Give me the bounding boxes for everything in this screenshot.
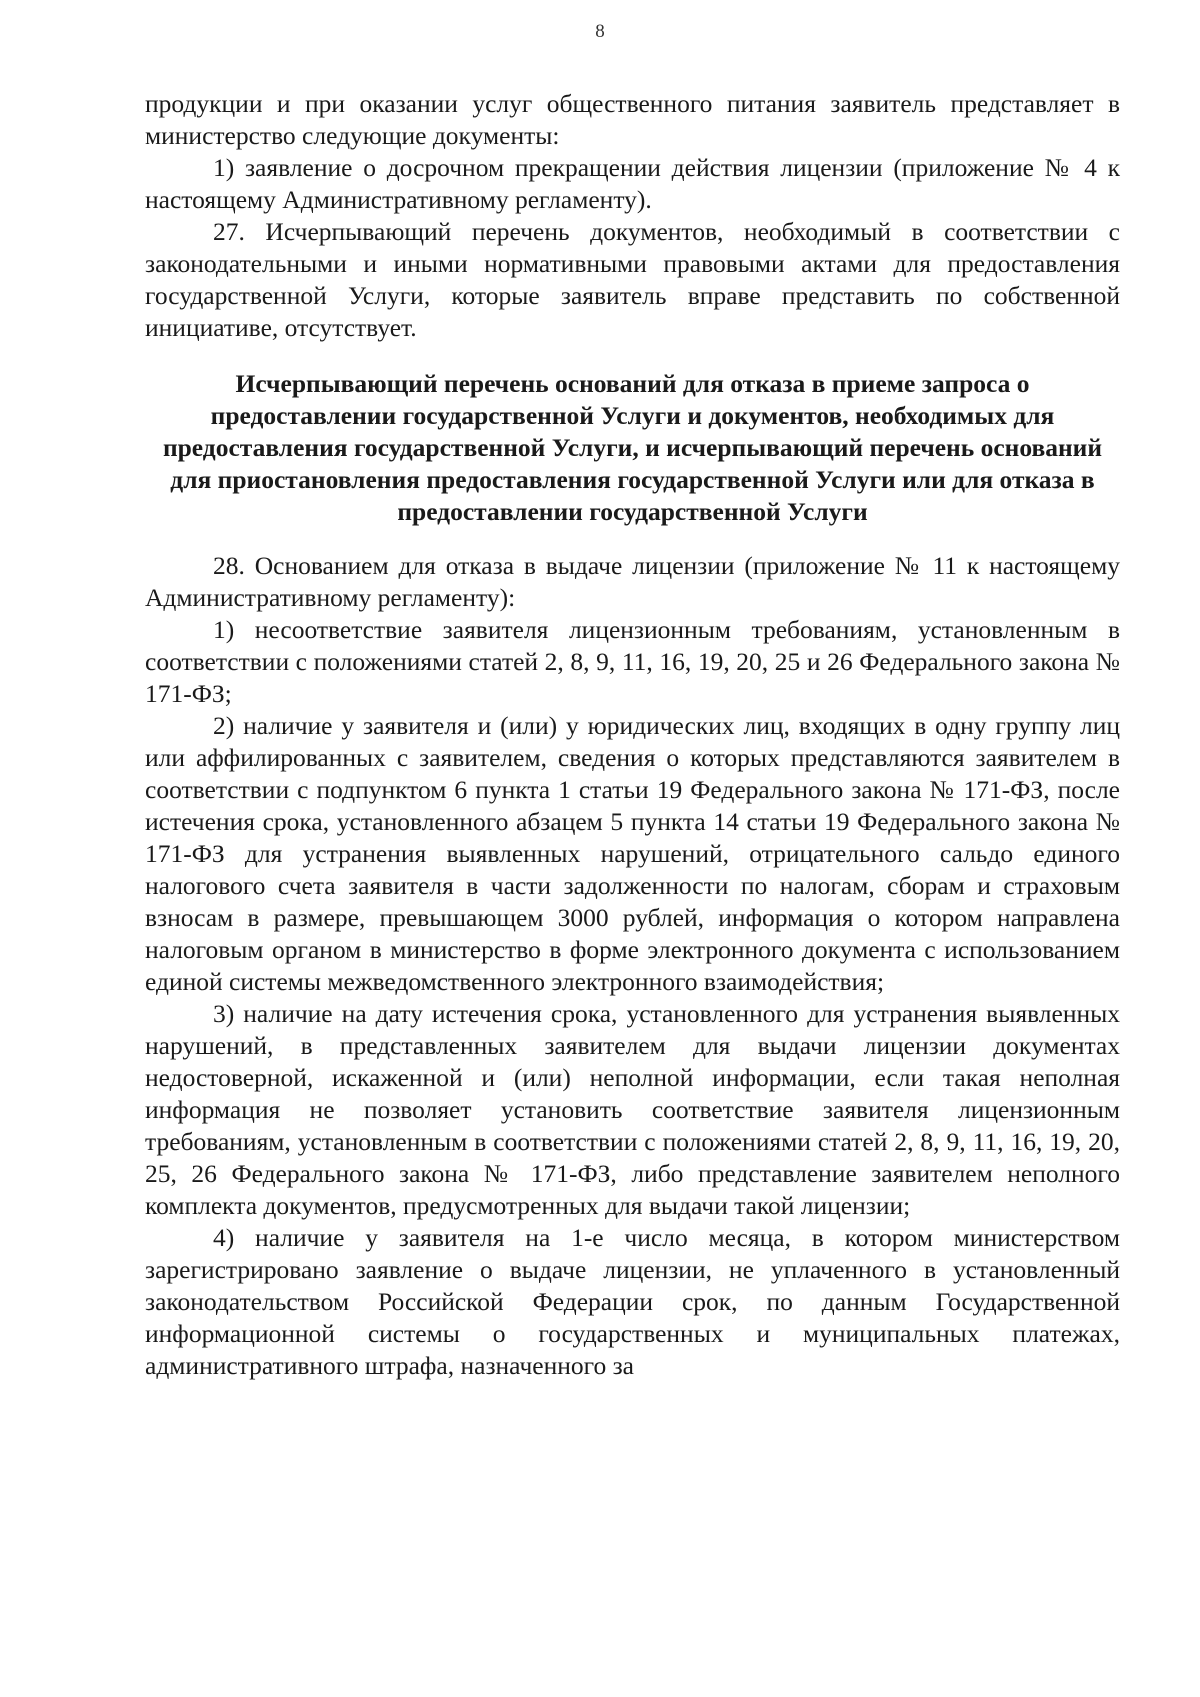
section-text-block xyxy=(145,550,1120,1382)
intro-text-block xyxy=(145,88,1120,344)
clause-28-item-4: 4) наличие у заявителя на 1-е число месяца, в котором министерством зарегистрировано заявление о выдаче лицензии, не уплаченного в установленный законодательством Российской Федерации срок, по данным Государственной информационной системы о государственных и муниципальных платежах, административного штрафа, назначенного за xyxy=(145,1223,1120,1380)
clause-28: 28. Основанием для отказа в выдаче лицензии (приложение № 11 к настоящему Административному регламенту): xyxy=(145,551,1120,612)
section-heading: Исчерпывающий перечень оснований для отказа в приеме запроса о предоставлении государственной Услуги и документов, необходимых для предоставления государственной Услуги, и исчерпывающий перечень оснований для приостановления предоставления государственной Услуги или для отказа в предоставлении государственной Услуги xyxy=(162,369,1103,526)
page-number: 8 xyxy=(595,21,605,42)
clause-28-item-1: 1) несоответствие заявителя лицензионным требованиям, установленным в соответствии с положениями статей 2, 8, 9, 11, 16, 19, 20, 25 и 26 Федерального закона № 171-ФЗ; xyxy=(145,615,1120,708)
intro-paragraph-item-1: 1) заявление о досрочном прекращении действия лицензии (приложение № 4 к настоящему Административному регламенту). xyxy=(145,153,1120,214)
intro-paragraph-clause-27: 27. Исчерпывающий перечень документов, необходимый в соответствии с законодательными и иными нормативными правовыми актами для предоставления государственной Услуги, которые заявитель вправе представить по собственной инициативе, отсутствует. xyxy=(145,217,1120,342)
clause-28-item-2: 2) наличие у заявителя и (или) у юридических лиц, входящих в одну группу лиц или аффилированных с заявителем, сведения о которых представляются заявителем в соответствии с подпунктом 6 пункта 1 статьи 19 Федерального закона № 171-ФЗ, после истечения срока, установленного абзацем 5 пункта 14 статьи 19 Федерального закона № 171-ФЗ для устранения выявленных нарушений, отрицательного сальдо единого налогового счета заявителя в части задолженности по налогам, сборам и страховым взносам в размере, превышающем 3000 рублей, информация о котором направлена налоговым органом в министерство в форме электронного документа с использованием единой системы межведомственного электронного взаимодействия; xyxy=(145,711,1120,996)
intro-paragraph-continuation: продукции и при оказании услуг общественного питания заявитель представляет в министерство следующие документы: xyxy=(145,89,1120,150)
clause-28-item-3: 3) наличие на дату истечения срока, установленного для устранения выявленных нарушений, в представленных заявителем для выдачи лицензии документах недостоверной, искаженной и (или) неполной информации, если такая неполная информация не позволяет установить соответствие заявителя лицензионным требованиям, установленным в соответствии с положениями статей 2, 8, 9, 11, 16, 19, 20, 25, 26 Федерального закона № 171-ФЗ, либо представление заявителем неполного комплекта документов, предусмотренных для выдачи такой лицензии; xyxy=(145,999,1120,1220)
